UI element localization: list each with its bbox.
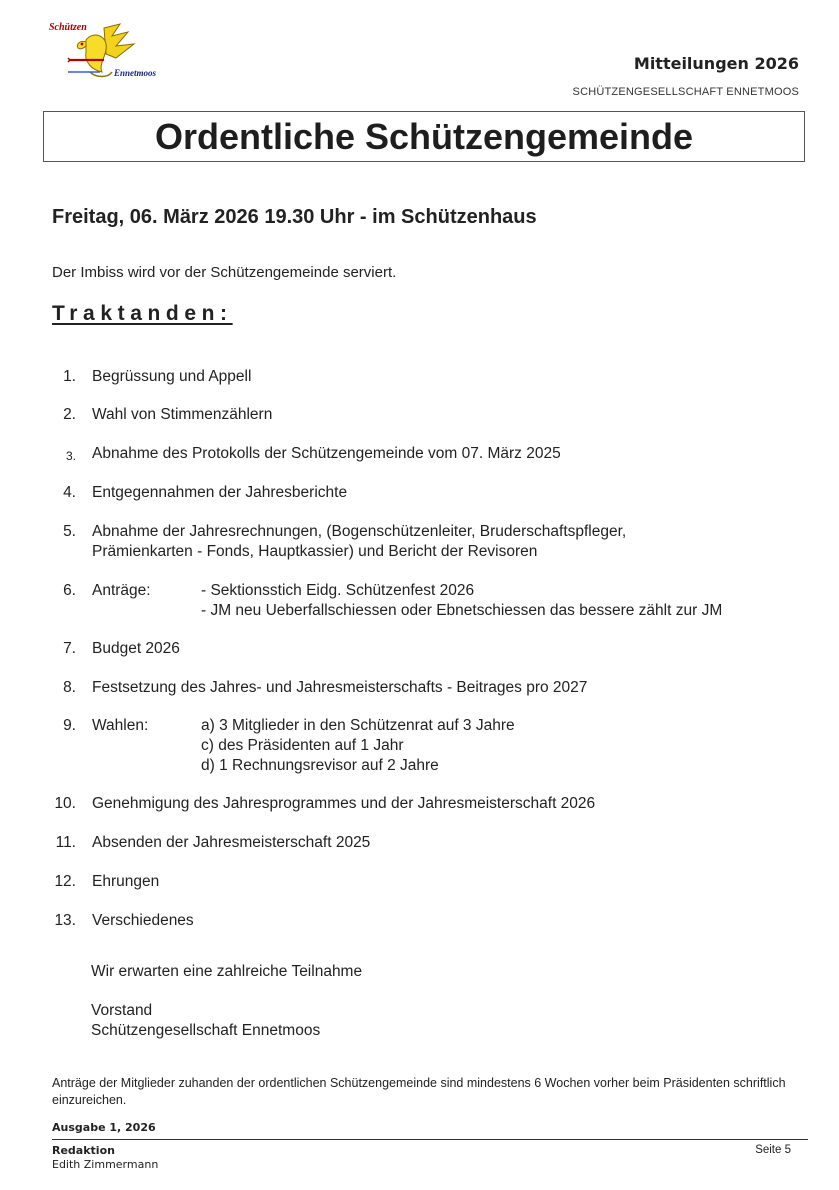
item-sub-line: a) 3 Mitglieder in den Schützenrat auf 3 Jahre xyxy=(201,717,515,734)
redaktion-label: Redaktion xyxy=(52,1144,115,1157)
club-logo xyxy=(46,20,166,86)
item-number: 13. xyxy=(54,912,76,929)
item-number: 10. xyxy=(54,795,76,812)
item-text: Budget 2026 xyxy=(92,640,180,657)
item-number: 6. xyxy=(63,582,76,599)
item-label: Anträge: xyxy=(92,582,151,599)
item-number: 8. xyxy=(63,679,76,696)
item-sub-line: d) 1 Rechnungsrevisor auf 2 Jahre xyxy=(201,757,439,774)
item-text-continued: Prämienkarten - Fonds, Hauptkassier) und Bericht der Revisoren xyxy=(92,543,538,560)
item-text: Wahl von Stimmenzählern xyxy=(92,406,273,423)
page-number: Seite 5 xyxy=(755,1144,791,1156)
event-date-line: Freitag, 06. März 2026 19.30 Uhr - im Schützenhaus xyxy=(52,206,537,228)
item-sub-line: - JM neu Ueberfallschiessen oder Ebnetschiessen das bessere zählt zur JM xyxy=(201,602,723,619)
item-text: Ehrungen xyxy=(92,873,160,890)
item-text: Abnahme der Jahresrechnungen, (Bogenschützenleiter, Bruderschaftspfleger, xyxy=(92,523,627,540)
item-label: Wahlen: xyxy=(92,717,149,734)
item-number: 1. xyxy=(63,368,76,385)
newsletter-title: Mitteilungen 2026 xyxy=(633,54,799,73)
closing-signature-org: Schützengesellschaft Ennetmoos xyxy=(91,1022,321,1039)
logo-text-bottom: Ennetmoos xyxy=(114,68,157,78)
issue-label: Ausgabe 1, 2026 xyxy=(52,1121,156,1134)
imbiss-note: Der Imbiss wird vor der Schützengemeinde serviert. xyxy=(52,264,397,281)
item-number: 11. xyxy=(55,834,76,851)
footer-divider xyxy=(52,1139,808,1140)
item-text: Verschiedenes xyxy=(92,912,194,929)
item-number: 3. xyxy=(65,449,76,463)
logo-text-top: Schützen xyxy=(49,22,87,33)
item-sub-line: c) des Präsidenten auf 1 Jahr xyxy=(201,737,404,754)
item-number: 4. xyxy=(63,484,76,501)
item-number: 5. xyxy=(63,523,76,540)
item-text: Abnahme des Protokolls der Schützengemeinde vom 07. März 2025 xyxy=(92,445,561,462)
item-text: Festsetzung des Jahres- und Jahresmeisterschafts - Beitrages pro 2027 xyxy=(92,679,588,696)
item-sub-line: - Sektionsstich Eidg. Schützenfest 2026 xyxy=(201,582,475,599)
closing-invitation: Wir erwarten eine zahlreiche Teilnahme xyxy=(91,963,363,980)
item-text: Entgegennahmen der Jahresberichte xyxy=(92,484,348,501)
item-number: 7. xyxy=(63,640,76,657)
item-text: Genehmigung des Jahresprogrammes und der Jahresmeisterschaft 2026 xyxy=(92,795,596,812)
traktanden-heading: Traktanden: xyxy=(52,302,233,325)
item-number: 9. xyxy=(63,717,76,734)
item-text: Absenden der Jahresmeisterschaft 2025 xyxy=(92,834,371,851)
item-number: 2. xyxy=(63,406,76,423)
main-title-box xyxy=(43,111,805,162)
submission-note: Anträge der Mitglieder zuhanden der ordentlichen Schützengemeinde sind mindestens 6 Wochen vorher beim Präsidenten schriftlich einzureichen. xyxy=(52,1076,786,1107)
item-number: 12. xyxy=(54,873,76,890)
redaktion-name: Edith Zimmermann xyxy=(52,1158,159,1171)
closing-signature-role: Vorstand xyxy=(91,1002,153,1019)
club-name: SCHÜTZENGESELLSCHAFT ENNETMOOS xyxy=(572,86,799,98)
item-text: Begrüssung und Appell xyxy=(92,368,252,385)
main-title: Ordentliche Schützengemeinde xyxy=(154,116,694,157)
